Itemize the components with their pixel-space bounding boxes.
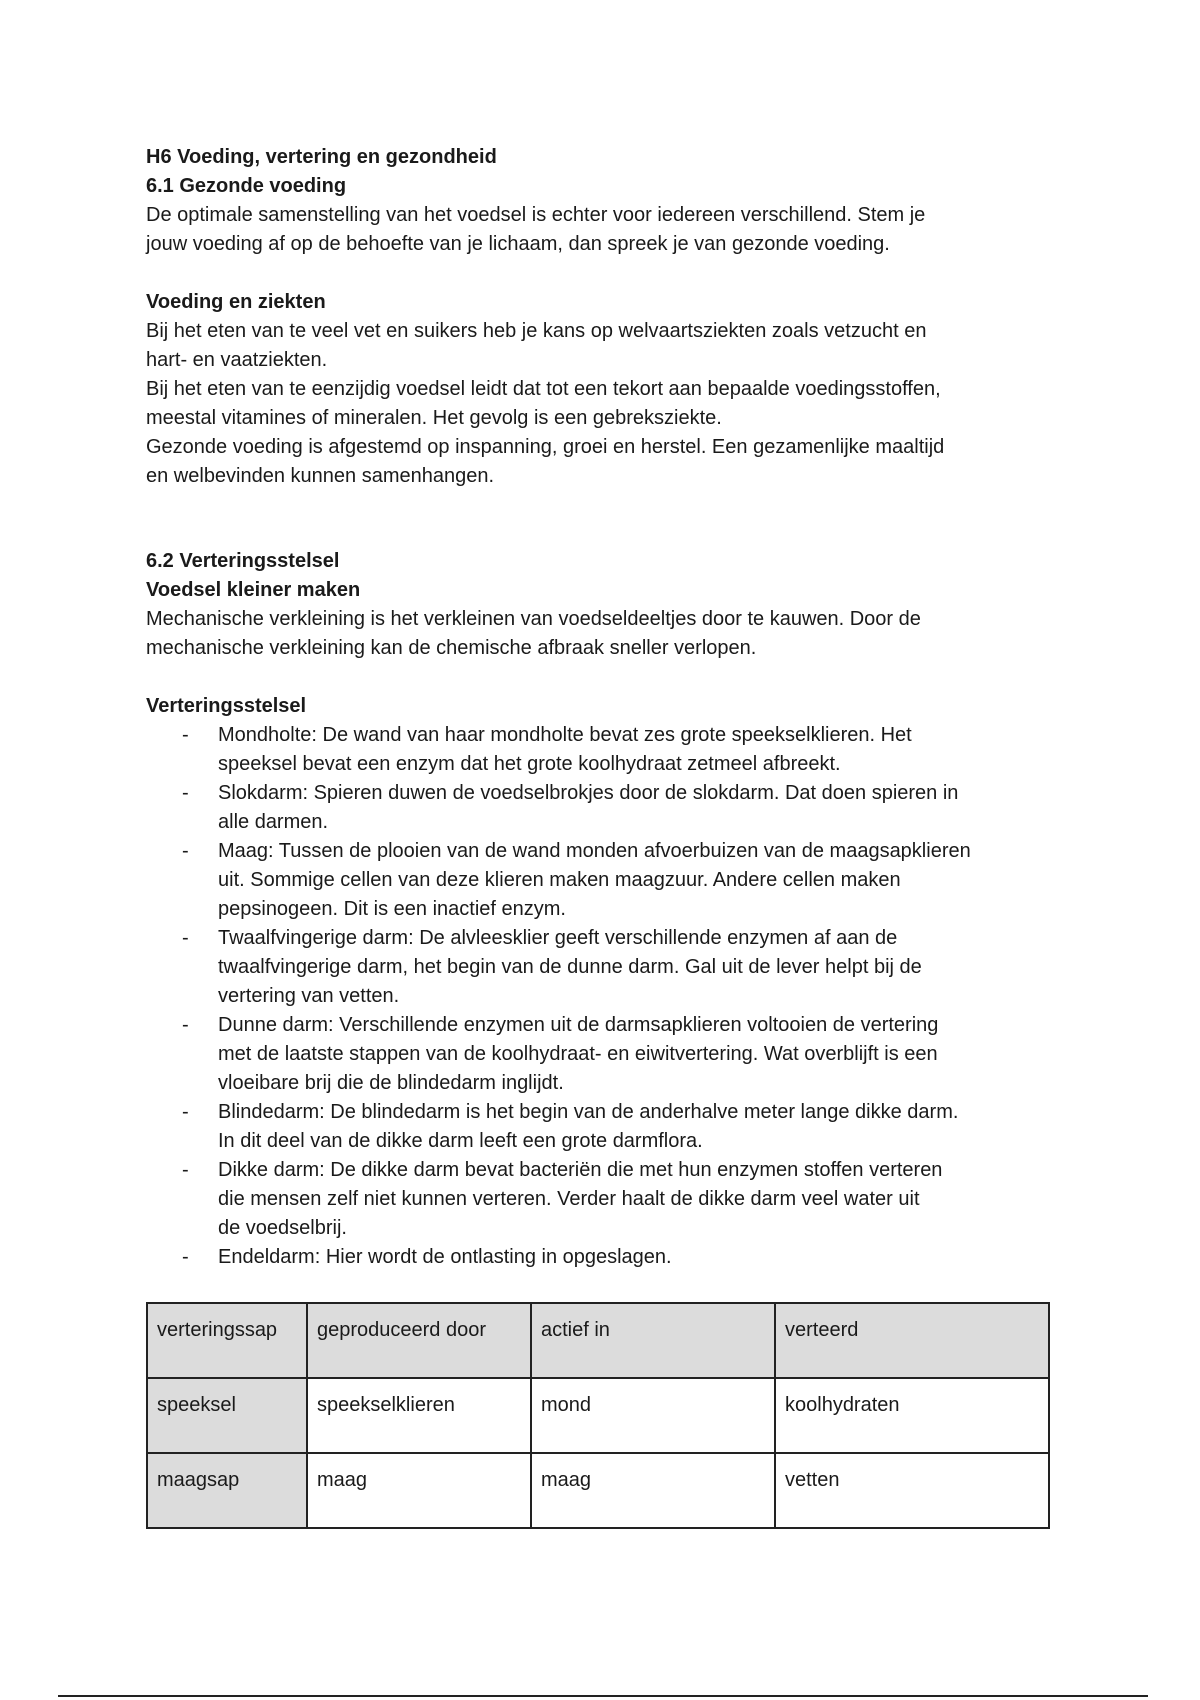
list-item <box>218 837 1066 924</box>
paragraph-line: en welbevinden kunnen samenhangen. <box>146 465 495 487</box>
list-item-line: - Blindedarm: De blindedarm is het begin van de anderhalve meter lange dikke darm. <box>218 1101 959 1123</box>
list-item <box>218 1156 1066 1243</box>
table-cell: mond <box>531 1378 775 1453</box>
list-item-line: - Slokdarm: Spieren duwen de voedselbrokjes door de slokdarm. Dat doen spieren in <box>218 782 959 804</box>
list-item <box>218 1098 1066 1156</box>
list-item-line: In dit deel van de dikke darm leeft een grote darmflora. <box>218 1130 703 1152</box>
table-header-cell: actief in <box>531 1303 775 1378</box>
document-page <box>146 143 1066 1529</box>
paragraph-line: Mechanische verkleining is het verkleinen van voedseldeeltjes door te kauwen. Door de <box>146 608 921 630</box>
list-item-line: vloeibare brij die de blindedarm inglijdt. <box>218 1072 564 1094</box>
table-header-cell: verteerd <box>775 1303 1049 1378</box>
list-item-line: - Dikke darm: De dikke darm bevat bacteriën die met hun enzymen stoffen verteren <box>218 1159 943 1181</box>
list-item <box>218 924 1066 1011</box>
paragraph-line: Bij het eten van te veel vet en suikers heb je kans op welvaartsziekten zoals vetzucht en <box>146 320 927 342</box>
list-item-line: speeksel bevat een enzym dat het grote koolhydraat zetmeel afbreekt. <box>218 753 841 775</box>
paragraph-line: meestal vitamines of mineralen. Het gevolg is een gebreksziekte. <box>146 407 722 429</box>
verteringssap-table <box>146 1302 1050 1529</box>
subheading-voedsel-kleiner-maken: Voedsel kleiner maken <box>146 579 361 601</box>
organ-list <box>146 721 1066 1272</box>
table-cell: maag <box>531 1453 775 1528</box>
section-heading-6-2: 6.2 Verteringsstelsel <box>146 550 340 572</box>
list-item-line: twaalfvingerige darm, het begin van de dunne darm. Gal uit de lever helpt bij de <box>218 956 922 978</box>
list-item-line: vertering van vetten. <box>218 985 400 1007</box>
list-item <box>218 1011 1066 1098</box>
list-item-line: - Maag: Tussen de plooien van de wand monden afvoerbuizen van de maagsapklieren <box>218 840 971 862</box>
table-cell: maag <box>307 1453 531 1528</box>
table-header-cell: geproduceerd door <box>307 1303 531 1378</box>
table-header-row <box>147 1303 1049 1378</box>
list-item-line: - Endeldarm: Hier wordt de ontlasting in opgeslagen. <box>218 1246 672 1268</box>
table-header-cell: verteringssap <box>147 1303 307 1378</box>
list-item-line: pepsinogeen. Dit is een inactief enzym. <box>218 898 566 920</box>
list-item-line: met de laatste stappen van de koolhydraat- en eiwitvertering. Wat overblijft is een <box>218 1043 938 1065</box>
table-row <box>147 1378 1049 1453</box>
paragraph-line: De optimale samenstelling van het voedsel is echter voor iedereen verschillend. Stem je <box>146 204 926 226</box>
paragraph-line: Gezonde voeding is afgestemd op inspanning, groei en herstel. Een gezamenlijke maaltijd <box>146 436 945 458</box>
list-item <box>218 721 1066 779</box>
table-row <box>147 1453 1049 1528</box>
list-item-line: - Dunne darm: Verschillende enzymen uit de darmsapklieren voltooien de vertering <box>218 1014 939 1036</box>
list-item-line: - Mondholte: De wand van haar mondholte bevat zes grote speekselklieren. Het <box>218 724 912 746</box>
subheading-verteringsstelsel: Verteringsstelsel <box>146 695 307 717</box>
list-item-line: de voedselbrij. <box>218 1217 347 1239</box>
list-item <box>218 779 1066 837</box>
list-item-line: alle darmen. <box>218 811 329 833</box>
table-cell: koolhydraten <box>775 1378 1049 1453</box>
paragraph-line: jouw voeding af op de behoefte van je lichaam, dan spreek je van gezonde voeding. <box>146 233 890 255</box>
table-cell: vetten <box>775 1453 1049 1528</box>
section-heading-voeding-en-ziekten: Voeding en ziekten <box>146 291 326 313</box>
list-item-line: die mensen zelf niet kunnen verteren. Verder haalt de dikke darm veel water uit <box>218 1188 920 1210</box>
list-item-line: uit. Sommige cellen van deze klieren maken maagzuur. Andere cellen maken <box>218 869 901 891</box>
page-bottom-divider <box>58 1695 1148 1697</box>
section-heading-6-1: 6.1 Gezonde voeding <box>146 175 347 197</box>
list-item <box>218 1243 1066 1272</box>
paragraph-line: hart- en vaatziekten. <box>146 349 328 371</box>
table-cell: speeksel <box>147 1378 307 1453</box>
list-item-line: - Twaalfvingerige darm: De alvleesklier geeft verschillende enzymen af aan de <box>218 927 898 949</box>
table-cell: speekselklieren <box>307 1378 531 1453</box>
table-cell: maagsap <box>147 1453 307 1528</box>
paragraph-line: mechanische verkleining kan de chemische afbraak sneller verlopen. <box>146 637 757 659</box>
document-title: H6 Voeding, vertering en gezondheid <box>146 146 497 168</box>
paragraph-line: Bij het eten van te eenzijdig voedsel leidt dat tot een tekort aan bepaalde voedingsstoffen, <box>146 378 941 400</box>
